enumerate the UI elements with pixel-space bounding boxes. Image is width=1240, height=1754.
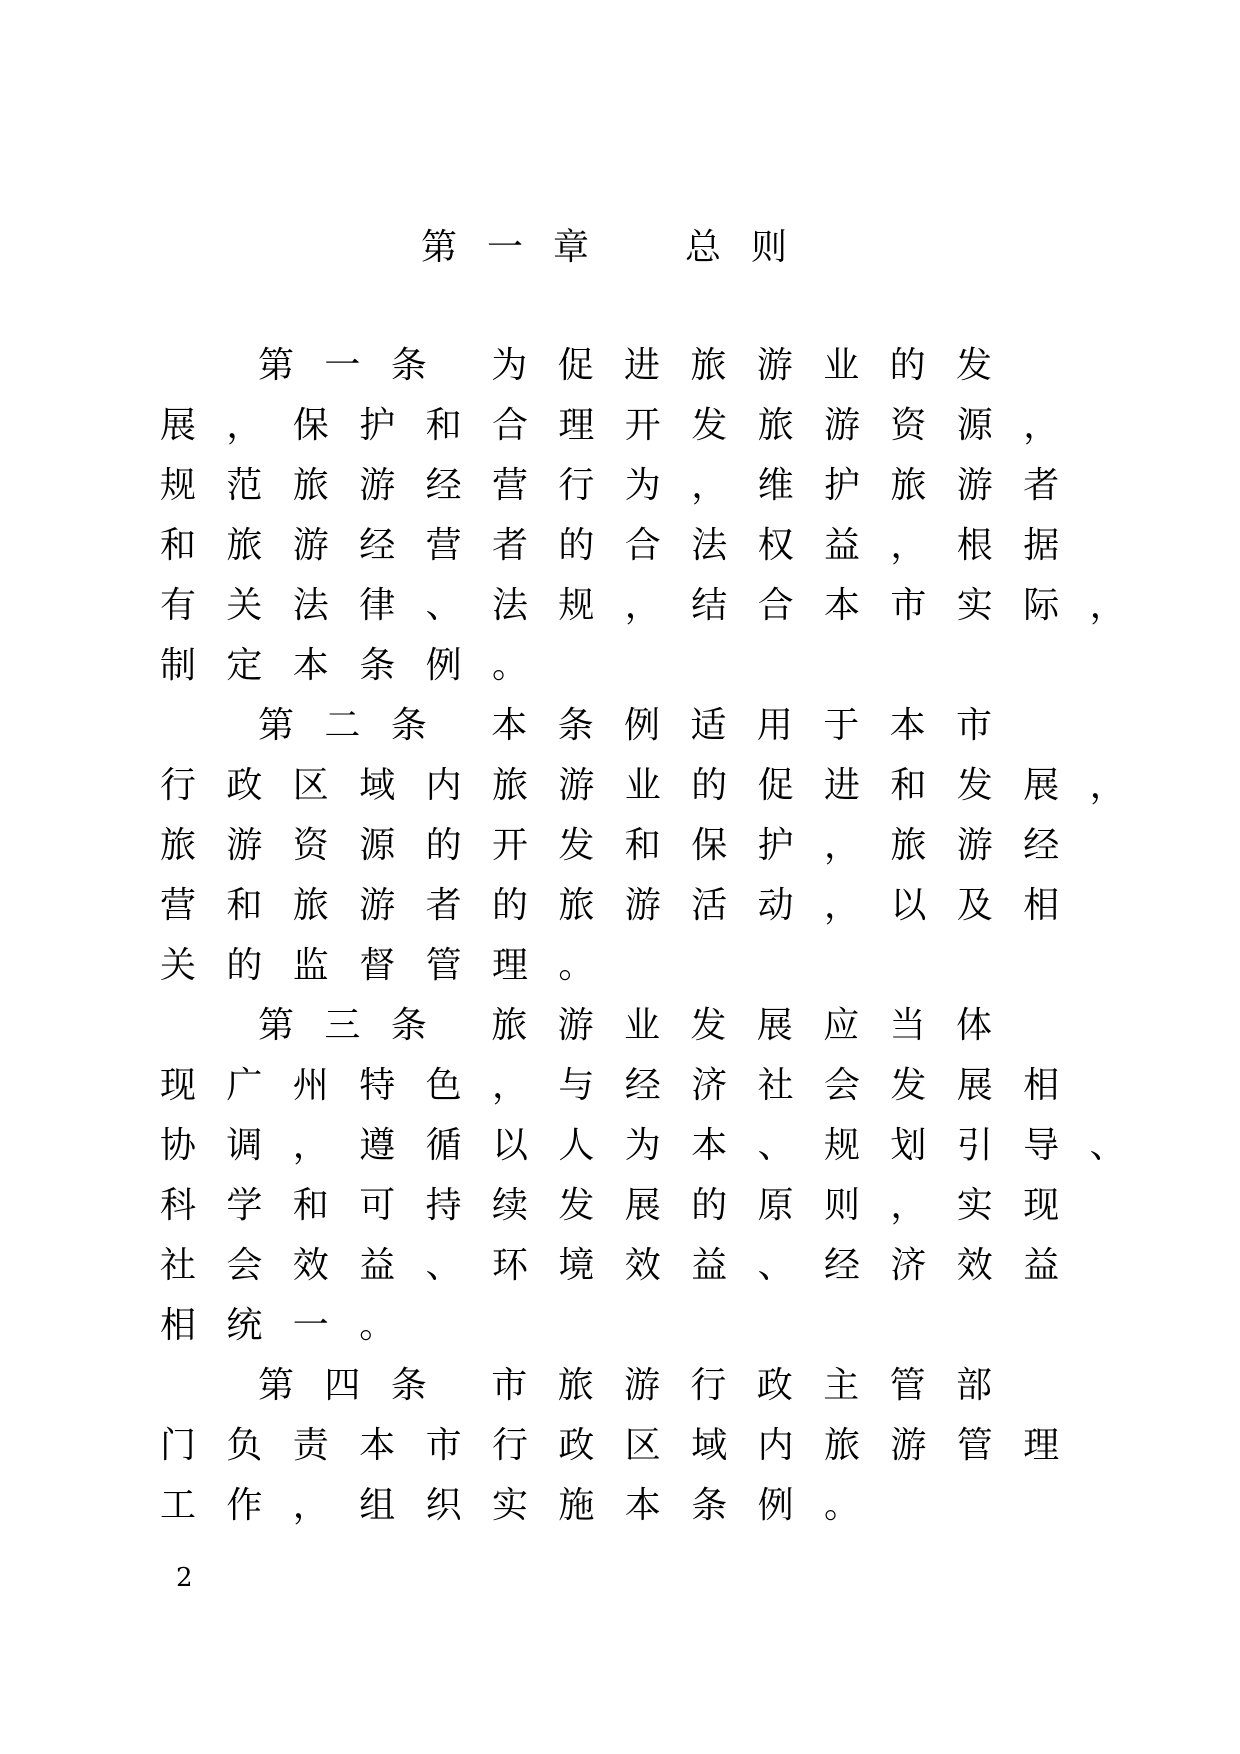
article-1-line: 和旅游经营者的合法权益，根据 [160, 525, 1090, 566]
article-label: 第一条 [258, 345, 458, 386]
article-3-line: 协调，遵循以人为本、规划引导、 [160, 1125, 1157, 1166]
chapter-name: 总则 [685, 227, 818, 268]
article-2-line: 行政区域内旅游业的促进和发展， [160, 765, 1157, 806]
article-3-line: 社会效益、环境效益、经济效益 [160, 1245, 1090, 1286]
article-text: 市旅游行政主管部 [491, 1365, 1023, 1406]
article-label: 第四条 [258, 1365, 458, 1406]
article-4-line: 工作，组织实施本条例。 [160, 1485, 891, 1526]
article-4-line: 门负责本市行政区域内旅游管理 [160, 1425, 1090, 1466]
page-number: 2 [176, 1563, 193, 1593]
article-text: 旅游业发展应当体 [491, 1005, 1023, 1046]
article-1-line: 制定本条例。 [160, 645, 559, 686]
article-3-line: 科学和可持续发展的原则，实现 [160, 1185, 1090, 1226]
article-1-heading-line [258, 336, 1022, 396]
article-3-line: 相统一。 [160, 1305, 426, 1346]
article-1-line: 有关法律、法规，结合本市实际， [160, 585, 1157, 626]
article-text: 为促进旅游业的发 [491, 345, 1023, 386]
article-2-heading-line [258, 696, 1022, 756]
article-1-line: 展，保护和合理开发旅游资源， [160, 405, 1090, 446]
article-2-line: 营和旅游者的旅游活动，以及相 [160, 885, 1090, 926]
article-3-heading-line [258, 996, 1022, 1056]
chapter-heading [0, 220, 1240, 276]
article-3-line: 现广州特色，与经济社会发展相 [160, 1065, 1090, 1106]
article-1-line: 规范旅游经营行为，维护旅游者 [160, 465, 1090, 506]
article-text: 本条例适用于本市 [491, 705, 1023, 746]
chapter-number: 第一章 [421, 227, 620, 268]
article-2-line: 旅游资源的开发和保护，旅游经 [160, 825, 1090, 866]
article-4-heading-line [258, 1356, 1022, 1416]
article-label: 第二条 [258, 705, 458, 746]
article-label: 第三条 [258, 1005, 458, 1046]
article-2-line: 关的监督管理。 [160, 945, 625, 986]
